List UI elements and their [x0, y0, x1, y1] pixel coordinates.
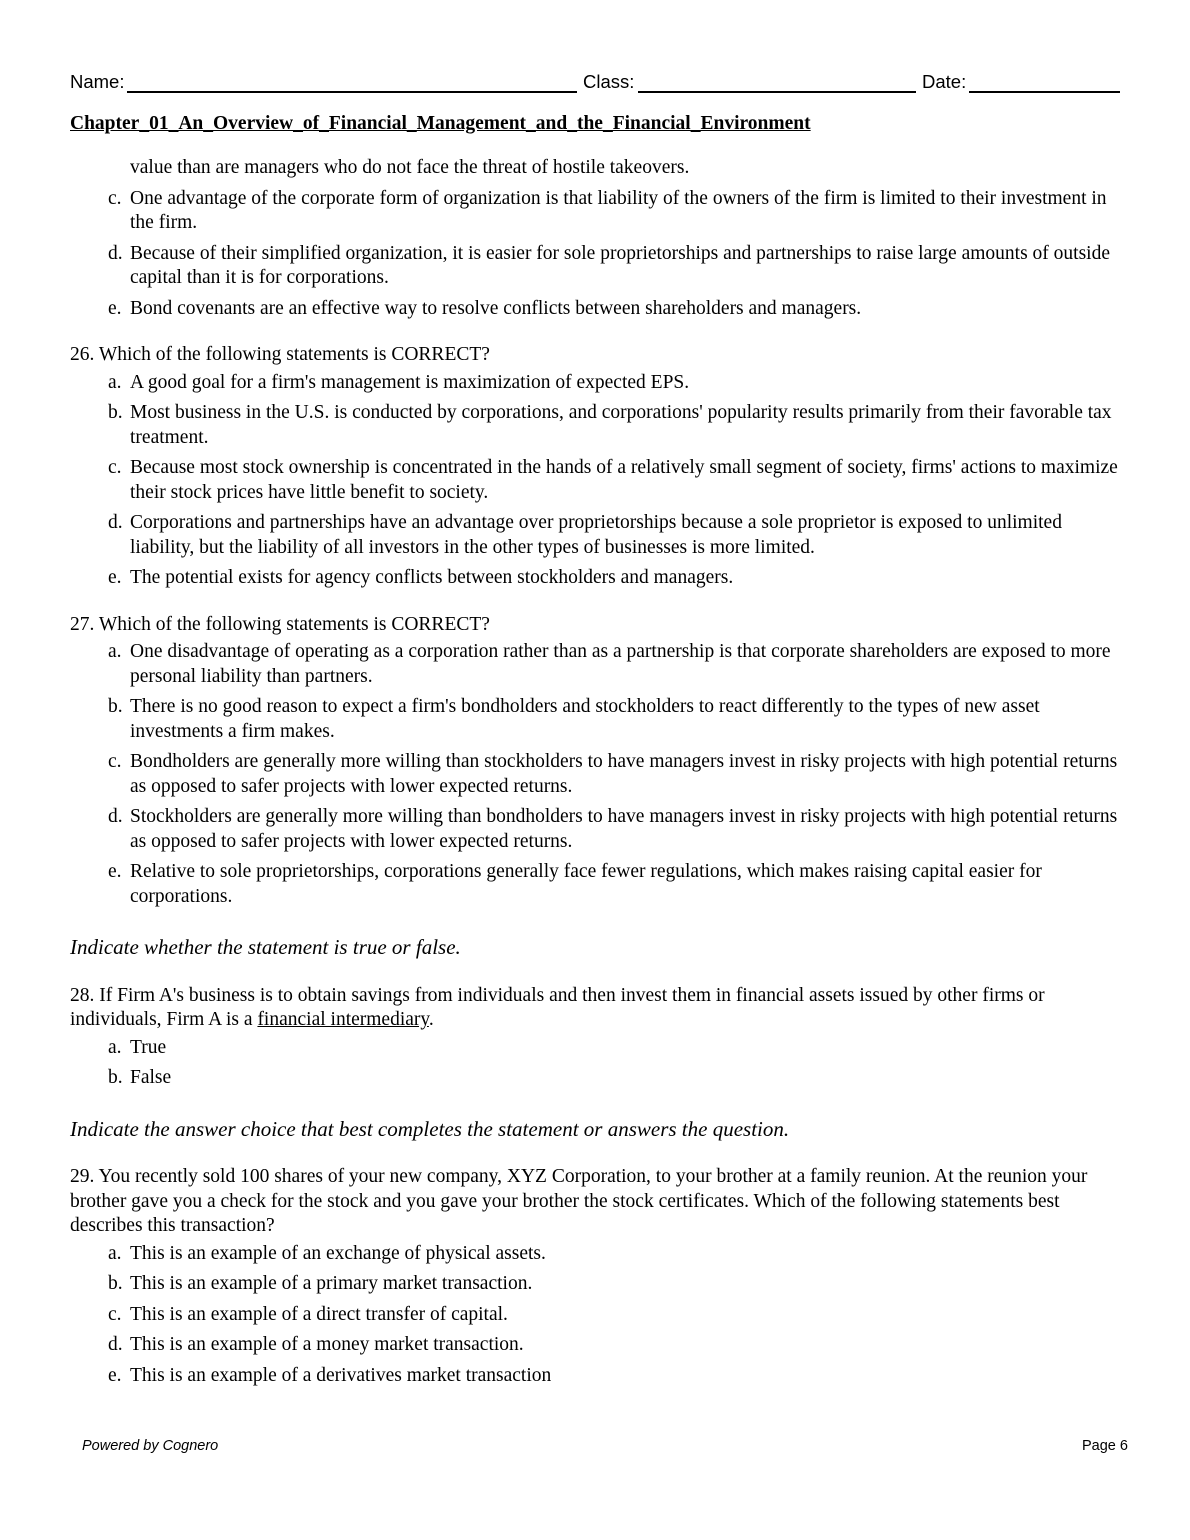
section-instruction-true-false: Indicate whether the statement is true or false. — [70, 935, 461, 959]
class-blank-line — [638, 91, 916, 93]
option-text: Most business in the U.S. is conducted by corporations, and corporations' popularity results primarily from their favorable tax treatment. — [130, 402, 1112, 448]
q28-option-a — [70, 1036, 1125, 1061]
question-27 — [70, 613, 1125, 638]
option-letter: c. — [108, 1303, 122, 1325]
q27-option-d — [70, 805, 1125, 854]
name-label: Name: — [70, 71, 125, 92]
section-instruction-multiple-choice: Indicate the answer choice that best completes the statement or answers the question. — [70, 1116, 790, 1141]
q25-option-e — [70, 297, 1125, 322]
option-letter: b. — [108, 1273, 123, 1294]
q29-option-d — [70, 1333, 1125, 1358]
option-text: Corporations and partnerships have an advantage over proprietorships because a sole proprietor is exposed to unlimited liability, but the liability of all investors in the other types of businesses is more limited. — [130, 512, 1062, 558]
option-letter: c. — [108, 457, 122, 478]
option-letter: a. — [108, 371, 122, 393]
q27-option-b — [70, 695, 1125, 744]
q27-option-e — [70, 860, 1125, 909]
option-letter: a. — [108, 641, 122, 662]
q26-option-e — [70, 566, 1125, 591]
question-text: 27. Which of the following statements is CORRECT? — [70, 613, 490, 635]
option-text: Because of their simplified organization, it is easier for sole proprietorships and partnerships to raise large amounts of outside capital than it is for corporations. — [130, 242, 1110, 288]
date-blank-line — [969, 91, 1120, 93]
option-letter: d. — [108, 1334, 123, 1355]
option-text: This is an example of a primary market transaction. — [130, 1273, 533, 1294]
option-letter: b. — [108, 402, 123, 423]
option-letter: e. — [108, 567, 122, 588]
option-text: One disadvantage of operating as a corporation rather than as a partnership is that corporate shareholders are exposed to more personal liability than partners. — [130, 641, 1111, 687]
question-text: 29. You recently sold 100 shares of your new company, XYZ Corporation, to your brother at a family reunion. At the reunion your brother gave you a check for the stock and you gave your brother the stock certificates. Which of the following statements best describes this transaction? — [70, 1166, 1088, 1236]
option-letter: c. — [108, 187, 122, 209]
date-label: Date: — [922, 71, 967, 92]
option-text: Stockholders are generally more willing than bondholders to have managers invest in risky projects with high potential returns as opposed to safer projects with lower expected returns. — [130, 806, 1118, 852]
q25-option-d — [70, 242, 1125, 291]
q25-option-c — [70, 187, 1125, 236]
q26-option-a — [70, 371, 1125, 396]
option-text: value than are managers who do not face the threat of hostile takeovers. — [130, 157, 690, 178]
q27-option-c — [70, 750, 1125, 799]
class-label: Class: — [583, 71, 635, 92]
option-text: There is no good reason to expect a firm's bondholders and stockholders to react differently to the types of new asset investments a firm makes. — [130, 696, 1040, 742]
footer-powered-by: Powered by Cognero — [82, 1438, 219, 1454]
option-letter: e. — [108, 297, 122, 319]
q26-option-d — [70, 511, 1125, 560]
footer-page-number: Page 6 — [1082, 1438, 1128, 1454]
question-content — [70, 156, 1125, 1394]
option-letter: d. — [108, 806, 123, 827]
option-text: This is an example of a money market transaction. — [130, 1334, 524, 1355]
option-letter: a. — [108, 1036, 122, 1058]
q29-option-b — [70, 1272, 1125, 1297]
name-blank-line — [127, 91, 577, 93]
q29-option-e — [70, 1364, 1125, 1389]
option-letter: d. — [108, 242, 123, 264]
q28-option-b — [70, 1066, 1125, 1091]
q26-option-b — [70, 401, 1125, 450]
chapter-title: Chapter_01_An_Overview_of_Financial_Management_and_the_Financial_Environment — [70, 113, 811, 134]
option-text: Because most stock ownership is concentrated in the hands of a relatively small segment of society, firms' actions to maximize their stock prices have little benefit to society. — [130, 457, 1118, 503]
question-text-end: . — [428, 1009, 434, 1030]
q27-option-a — [70, 640, 1125, 689]
option-text: This is an example of an exchange of physical assets. — [130, 1242, 546, 1264]
option-text: Bond covenants are an effective way to resolve conflicts between shareholders and managers. — [130, 297, 862, 319]
option-text: True — [130, 1036, 167, 1058]
question-key-term: financial intermediary — [257, 1009, 429, 1030]
option-letter: e. — [108, 861, 122, 882]
q25-option-b-continued — [70, 156, 1125, 181]
option-text: A good goal for a firm's management is maximization of expected EPS. — [130, 371, 690, 393]
option-text: The potential exists for agency conflicts between stockholders and managers. — [130, 567, 734, 588]
q26-option-c — [70, 456, 1125, 505]
header-fields — [70, 70, 1120, 96]
question-28 — [70, 984, 1125, 1033]
option-letter: b. — [108, 696, 123, 717]
option-letter: b. — [108, 1067, 123, 1088]
question-text: 28. If Firm A's business is to obtain savings from individuals and then invest them in financial assets issued by other firms or individuals, Firm A is a — [70, 984, 1045, 1030]
option-text: Bondholders are generally more willing than stockholders to have managers invest in risky projects with high potential returns as opposed to safer projects with lower expected returns. — [130, 751, 1118, 797]
option-text: This is an example of a direct transfer of capital. — [130, 1303, 508, 1325]
question-text: 26. Which of the following statements is CORRECT? — [70, 344, 490, 365]
q29-option-c — [70, 1303, 1125, 1328]
option-letter: d. — [108, 512, 123, 533]
q29-option-a — [70, 1242, 1125, 1267]
option-text: Relative to sole proprietorships, corporations generally face fewer regulations, which makes raising capital easier for corporations. — [130, 861, 1042, 907]
option-letter: a. — [108, 1242, 122, 1264]
question-26 — [70, 343, 1125, 368]
option-text: This is an example of a derivatives market transaction — [130, 1364, 552, 1386]
option-letter: c. — [108, 751, 122, 772]
option-text: False — [130, 1067, 172, 1088]
option-letter: e. — [108, 1364, 122, 1386]
question-29 — [70, 1165, 1125, 1239]
option-text: One advantage of the corporate form of organization is that liability of the owners of the firm is limited to their investment in the firm. — [130, 187, 1107, 233]
